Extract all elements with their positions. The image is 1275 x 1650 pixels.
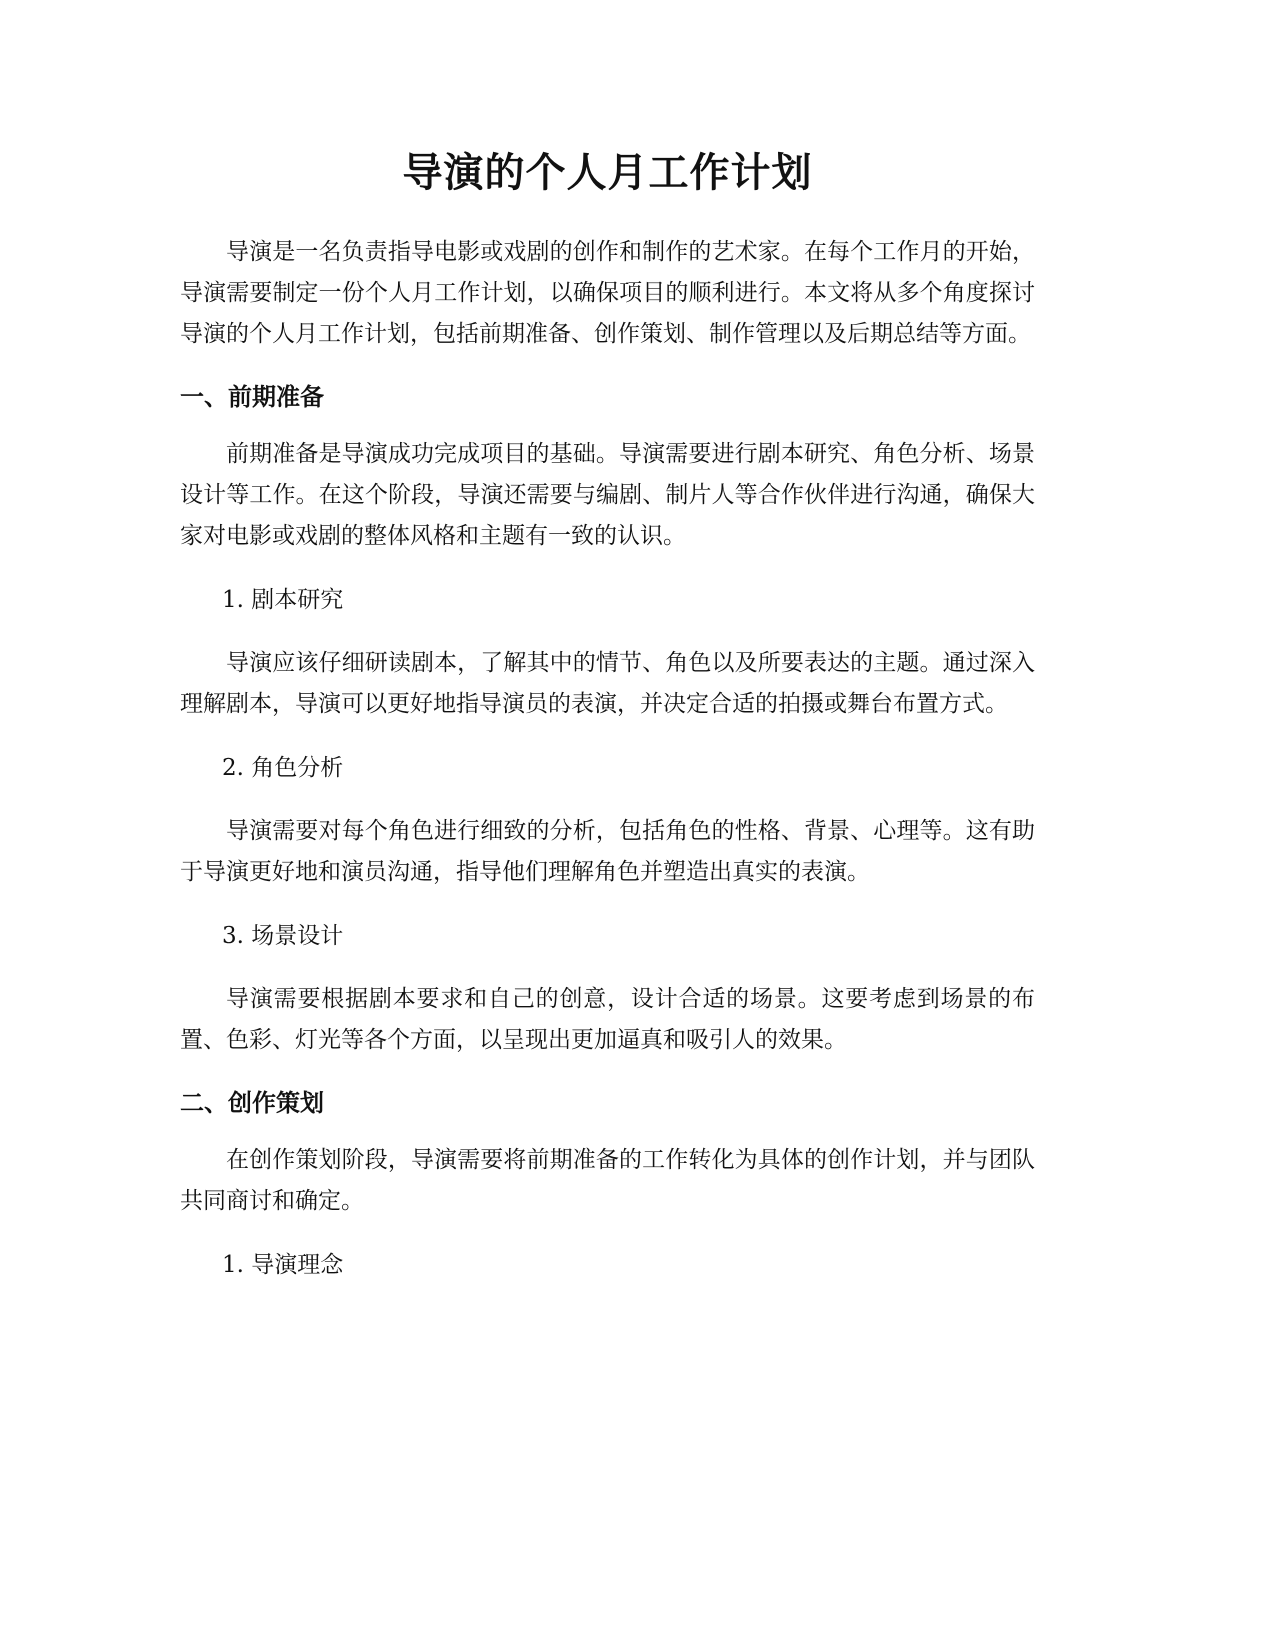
section-heading-preparation: 一、前期准备	[180, 383, 324, 411]
subitem-character-analysis: 2. 角色分析	[222, 755, 344, 781]
creative-planning-paragraph: 在创作策划阶段，导演需要将前期准备的工作转化为具体的创作计划，并与团队共同商讨和确定。	[180, 1147, 1035, 1214]
document-title: 导演的个人月工作计划	[402, 150, 813, 196]
document-body	[180, 232, 1035, 1308]
preparation-paragraph: 前期准备是导演成功完成项目的基础。导演需要进行剧本研究、角色分析、场景设计等工作。在这个阶段，导演还需要与编剧、制片人等合作伙伴进行沟通，确保大家对电影或戏剧的整体风格和主题有一致的认识。	[180, 441, 1035, 549]
section-heading-creative-planning: 二、创作策划	[180, 1089, 324, 1117]
script-research-paragraph: 导演应该仔细研读剧本，了解其中的情节、角色以及所要表达的主题。通过深入理解剧本，导演可以更好地指导演员的表演，并决定合适的拍摄或舞台布置方式。	[180, 650, 1035, 717]
character-analysis-paragraph: 导演需要对每个角色进行细致的分析，包括角色的性格、背景、心理等。这有助于导演更好地和演员沟通，指导他们理解角色并塑造出真实的表演。	[180, 818, 1035, 885]
intro-paragraph: 导演是一名负责指导电影或戏剧的创作和制作的艺术家。在每个工作月的开始，导演需要制定一份个人月工作计划，以确保项目的顺利进行。本文将从多个角度探讨导演的个人月工作计划，包括前期准备、创作策划、制作管理以及后期总结等方面。	[180, 239, 1035, 347]
subitem-director-concept: 1. 导演理念	[222, 1252, 344, 1278]
subitem-scene-design: 3. 场景设计	[222, 923, 344, 949]
scene-design-paragraph: 导演需要根据剧本要求和自己的创意，设计合适的场景。这要考虑到场景的布置、色彩、灯光等各个方面，以呈现出更加逼真和吸引人的效果。	[180, 986, 1035, 1053]
subitem-script-research: 1. 剧本研究	[222, 587, 344, 613]
